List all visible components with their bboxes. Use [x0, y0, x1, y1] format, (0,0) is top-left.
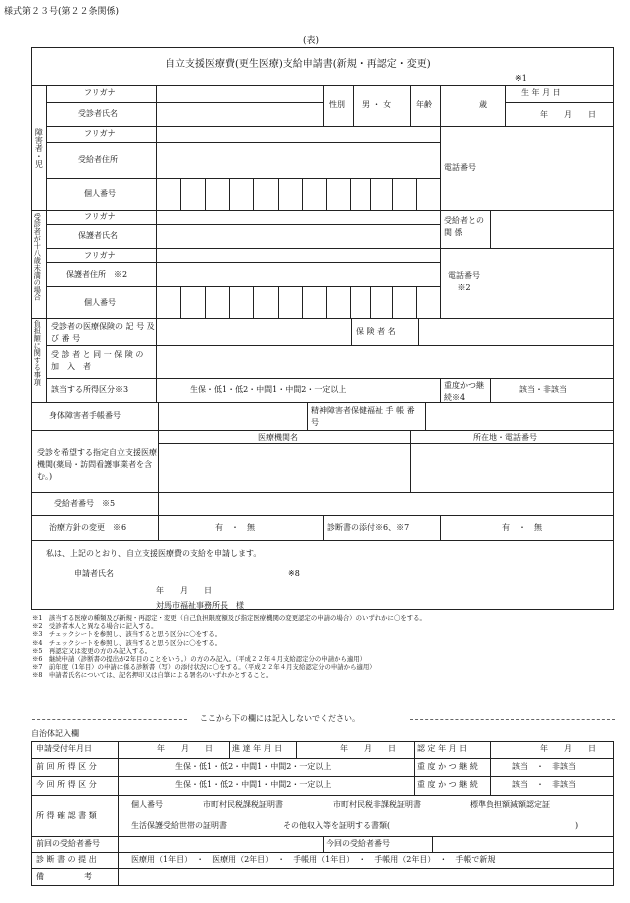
same-insurance-label: 受 診 者 と 同 一 保 険 の 加 入 者: [51, 350, 152, 371]
recipient-number-field[interactable]: [160, 494, 612, 513]
note-6: ※6 継続申請（診断書の提出が2年目のことをいう。）の方のみ記入。（平成２２年４月支給認定分の申請から適用）: [32, 654, 367, 663]
divider-right: [410, 719, 615, 720]
severe-options[interactable]: 該当・非該当: [519, 385, 567, 394]
patient-phone-field[interactable]: [506, 128, 612, 208]
curr-income-options[interactable]: 生保・低1・低2・中間1・中間2・一定以上: [175, 780, 332, 789]
guardian-id-field[interactable]: [157, 287, 440, 318]
same-insurance-field[interactable]: [158, 347, 612, 376]
sex-options[interactable]: 男 ・ 女: [362, 100, 392, 109]
patient-id-label: 個人番号: [84, 189, 116, 198]
doc-welfare-certificate[interactable]: 生活保護受給世帯の証明書: [131, 821, 227, 830]
divider-text: ここから下の欄には記入しないでください。: [200, 714, 360, 723]
insurance-label: 受診者の医療保険の 記 号 及 び 番 号: [51, 322, 155, 343]
birth-value[interactable]: 年 月 日: [540, 110, 596, 119]
form-side: (表): [303, 36, 320, 46]
approval-date-value[interactable]: 年 月 日: [540, 744, 596, 753]
doc-reduction-certificate[interactable]: 標準負担額減額認定証: [470, 800, 550, 809]
approval-date-label: 認 定 年 月 日: [417, 744, 468, 753]
progress-date-value[interactable]: 年 月 日: [340, 744, 396, 753]
note-5: ※5 再認定又は変更の方のみ記入する。: [32, 646, 152, 655]
institution-name-header: 医療機関名: [258, 433, 298, 442]
certificate-submit-label: 診 断 書 の 提 出: [36, 855, 97, 864]
curr-number-field[interactable]: [434, 837, 613, 851]
curr-number-label: 今回の受給者番号: [326, 839, 390, 848]
recipient-number-label: 受給者番号 ※5: [54, 499, 116, 508]
certificate-submit-options[interactable]: 医療用（1年目） ・ 医療用（2年目） ・ 手帳用（1年目） ・ 手帳用（2年目） ・ 手帳で新規: [131, 855, 496, 864]
insurance-field[interactable]: [158, 320, 349, 343]
income-label: 該当する所得区分※3: [51, 385, 129, 394]
curr-income-label: 今 回 所 得 区 分: [36, 780, 97, 789]
institution-address-field[interactable]: [412, 445, 612, 490]
prev-income-label: 前 回 所 得 区 分: [36, 762, 97, 771]
prev-number-label: 前回の受給者番号: [36, 839, 100, 848]
doc-other-income[interactable]: その他収入等を証明する書類(: [283, 821, 391, 830]
office-title: 自治体記入欄: [31, 729, 79, 738]
guardian-phone-label: 電話番号 ※2: [448, 271, 480, 292]
notes-list: [32, 613, 622, 679]
certificate-attach-label: 診断書の添付※6、※7: [327, 523, 410, 532]
doc-individual-number[interactable]: 個人番号: [131, 800, 163, 809]
sex-label: 性別: [329, 100, 345, 109]
addressee: 対馬市福祉事務所長 様: [156, 601, 244, 610]
guardian-section-label: 受診者が十八歳未満の場合: [33, 213, 43, 301]
relation-field[interactable]: [492, 212, 612, 246]
remarks-label: 備 考: [36, 872, 92, 881]
patient-section-label: 障害者・児: [34, 128, 44, 168]
mental-handbook-field[interactable]: [427, 404, 612, 428]
declaration-date[interactable]: 年 月 日: [156, 586, 212, 595]
doc-nontax-certificate[interactable]: 市町村民税非課税証明書: [333, 800, 421, 809]
note-7: ※7 前年度（1年目）の申請に係る診断書（写）の添付状況に〇をする。（平成２２年４月支給認定分の申請から適用）: [32, 663, 376, 672]
applicant-mark: ※8: [288, 569, 300, 578]
note-3: ※3 チェックシートを参照し、該当すると思う区分に〇をする。: [32, 630, 222, 639]
insurer-field[interactable]: [420, 320, 612, 343]
physical-handbook-field[interactable]: [160, 404, 305, 428]
patient-address-field[interactable]: [158, 144, 438, 176]
note-mark: ※1: [515, 74, 527, 83]
curr-severe-options[interactable]: 該当 ・ 非該当: [512, 780, 576, 789]
mental-handbook-label: 精神障害者保健福祉 手 帳 番 号: [311, 406, 415, 427]
receipt-date-label: 申請受付年月日: [36, 744, 92, 753]
prev-income-options[interactable]: 生保・低1・低2・中間1・中間2・一定以上: [175, 762, 332, 771]
prev-severe-label: 重 度 か つ 継 続: [417, 762, 478, 771]
guardian-id-label: 個人番号: [84, 298, 116, 307]
guardian-address-field[interactable]: [158, 264, 438, 284]
guardian-phone-field[interactable]: [492, 250, 612, 316]
patient-furigana-label: フリガナ: [84, 88, 116, 97]
curr-severe-label: 重 度 か つ 継 続: [417, 780, 478, 789]
remarks-field[interactable]: [120, 869, 613, 885]
patient-name-label: 受診者氏名: [78, 109, 118, 118]
note-2: ※2 受診者本人と異なる場合に記入する。: [32, 622, 158, 631]
age-label: 年齢: [416, 100, 432, 109]
guardian-address-furigana: フリガナ: [84, 251, 116, 260]
guardian-name-field[interactable]: [158, 226, 438, 246]
treatment-change-options[interactable]: 有 ・ 無: [215, 523, 255, 532]
patient-address-label: 受給者住所: [78, 155, 118, 164]
severe-label: 重度かつ継続※4: [444, 381, 484, 402]
age-unit: 歳: [479, 100, 487, 109]
relation-label: 受給者との 関 係: [444, 216, 484, 237]
form-title: 自立支援医療費(更生医療)支給申請書(新規・再認定・変更): [165, 59, 431, 70]
doc-other-close: ): [575, 821, 579, 830]
income-docs-label: 所 得 確 認 書 類: [36, 811, 97, 820]
patient-id-field[interactable]: [157, 179, 440, 210]
guardian-furigana-label: フリガナ: [84, 212, 116, 221]
certificate-attach-options[interactable]: 有 ・ 無: [502, 523, 542, 532]
institution-name-field[interactable]: [160, 445, 408, 490]
progress-date-label: 進 達 年 月 日: [232, 744, 283, 753]
note-1: ※1 該当する医療の種類及び新規・再認定・変更（自己負担限度額及び指定医療機関の変更認定の申請の場合）のいずれかに〇をする。: [32, 614, 426, 622]
institution-label: 受診を希望する指定自立支援医療機関(薬局・訪問看護事業者を含む。): [37, 448, 157, 481]
applicant-field[interactable]: [130, 566, 280, 580]
treatment-change-label: 治療方針の変更 ※6: [49, 523, 127, 532]
prev-severe-options[interactable]: 該当 ・ 非該当: [512, 762, 576, 771]
declaration-text: 私は、上記のとおり、自立支援医療費の支給を申請します。: [46, 549, 262, 558]
doc-tax-certificate[interactable]: 市町村民税課税証明書: [203, 800, 283, 809]
note-4: ※4 チェックシートを参照し、該当すると思う区分に〇をする。: [32, 638, 222, 647]
form-number: 様式第２３号(第２２条関係): [4, 7, 120, 17]
physical-handbook-label: 身体障害者手帳番号: [49, 411, 121, 420]
institution-address-header: 所在地・電話番号: [473, 433, 537, 442]
guardian-name-label: 保護者氏名: [78, 231, 118, 240]
patient-name-field[interactable]: [158, 104, 321, 124]
burden-section-label: 負担額に関する事項: [33, 320, 43, 386]
applicant-label: 申請者氏名: [74, 569, 114, 578]
prev-number-field[interactable]: [120, 837, 322, 851]
receipt-date-value[interactable]: 年 月 日: [157, 744, 213, 753]
birth-label: 生 年 月 日: [521, 88, 561, 97]
guardian-address-label: 保護者住所 ※2: [66, 270, 128, 279]
patient-phone-label: 電話番号: [444, 163, 476, 172]
divider-left: [32, 719, 187, 720]
insurer-label: 保 険 者 名: [356, 327, 396, 336]
note-8: ※8 申請者氏名については、記名押印又は自筆による署名のいずれかとすること。: [32, 671, 273, 680]
income-options[interactable]: 生保・低1・低2・中間1・中間2・一定以上: [190, 385, 347, 394]
patient-address-furigana: フリガナ: [84, 129, 116, 138]
